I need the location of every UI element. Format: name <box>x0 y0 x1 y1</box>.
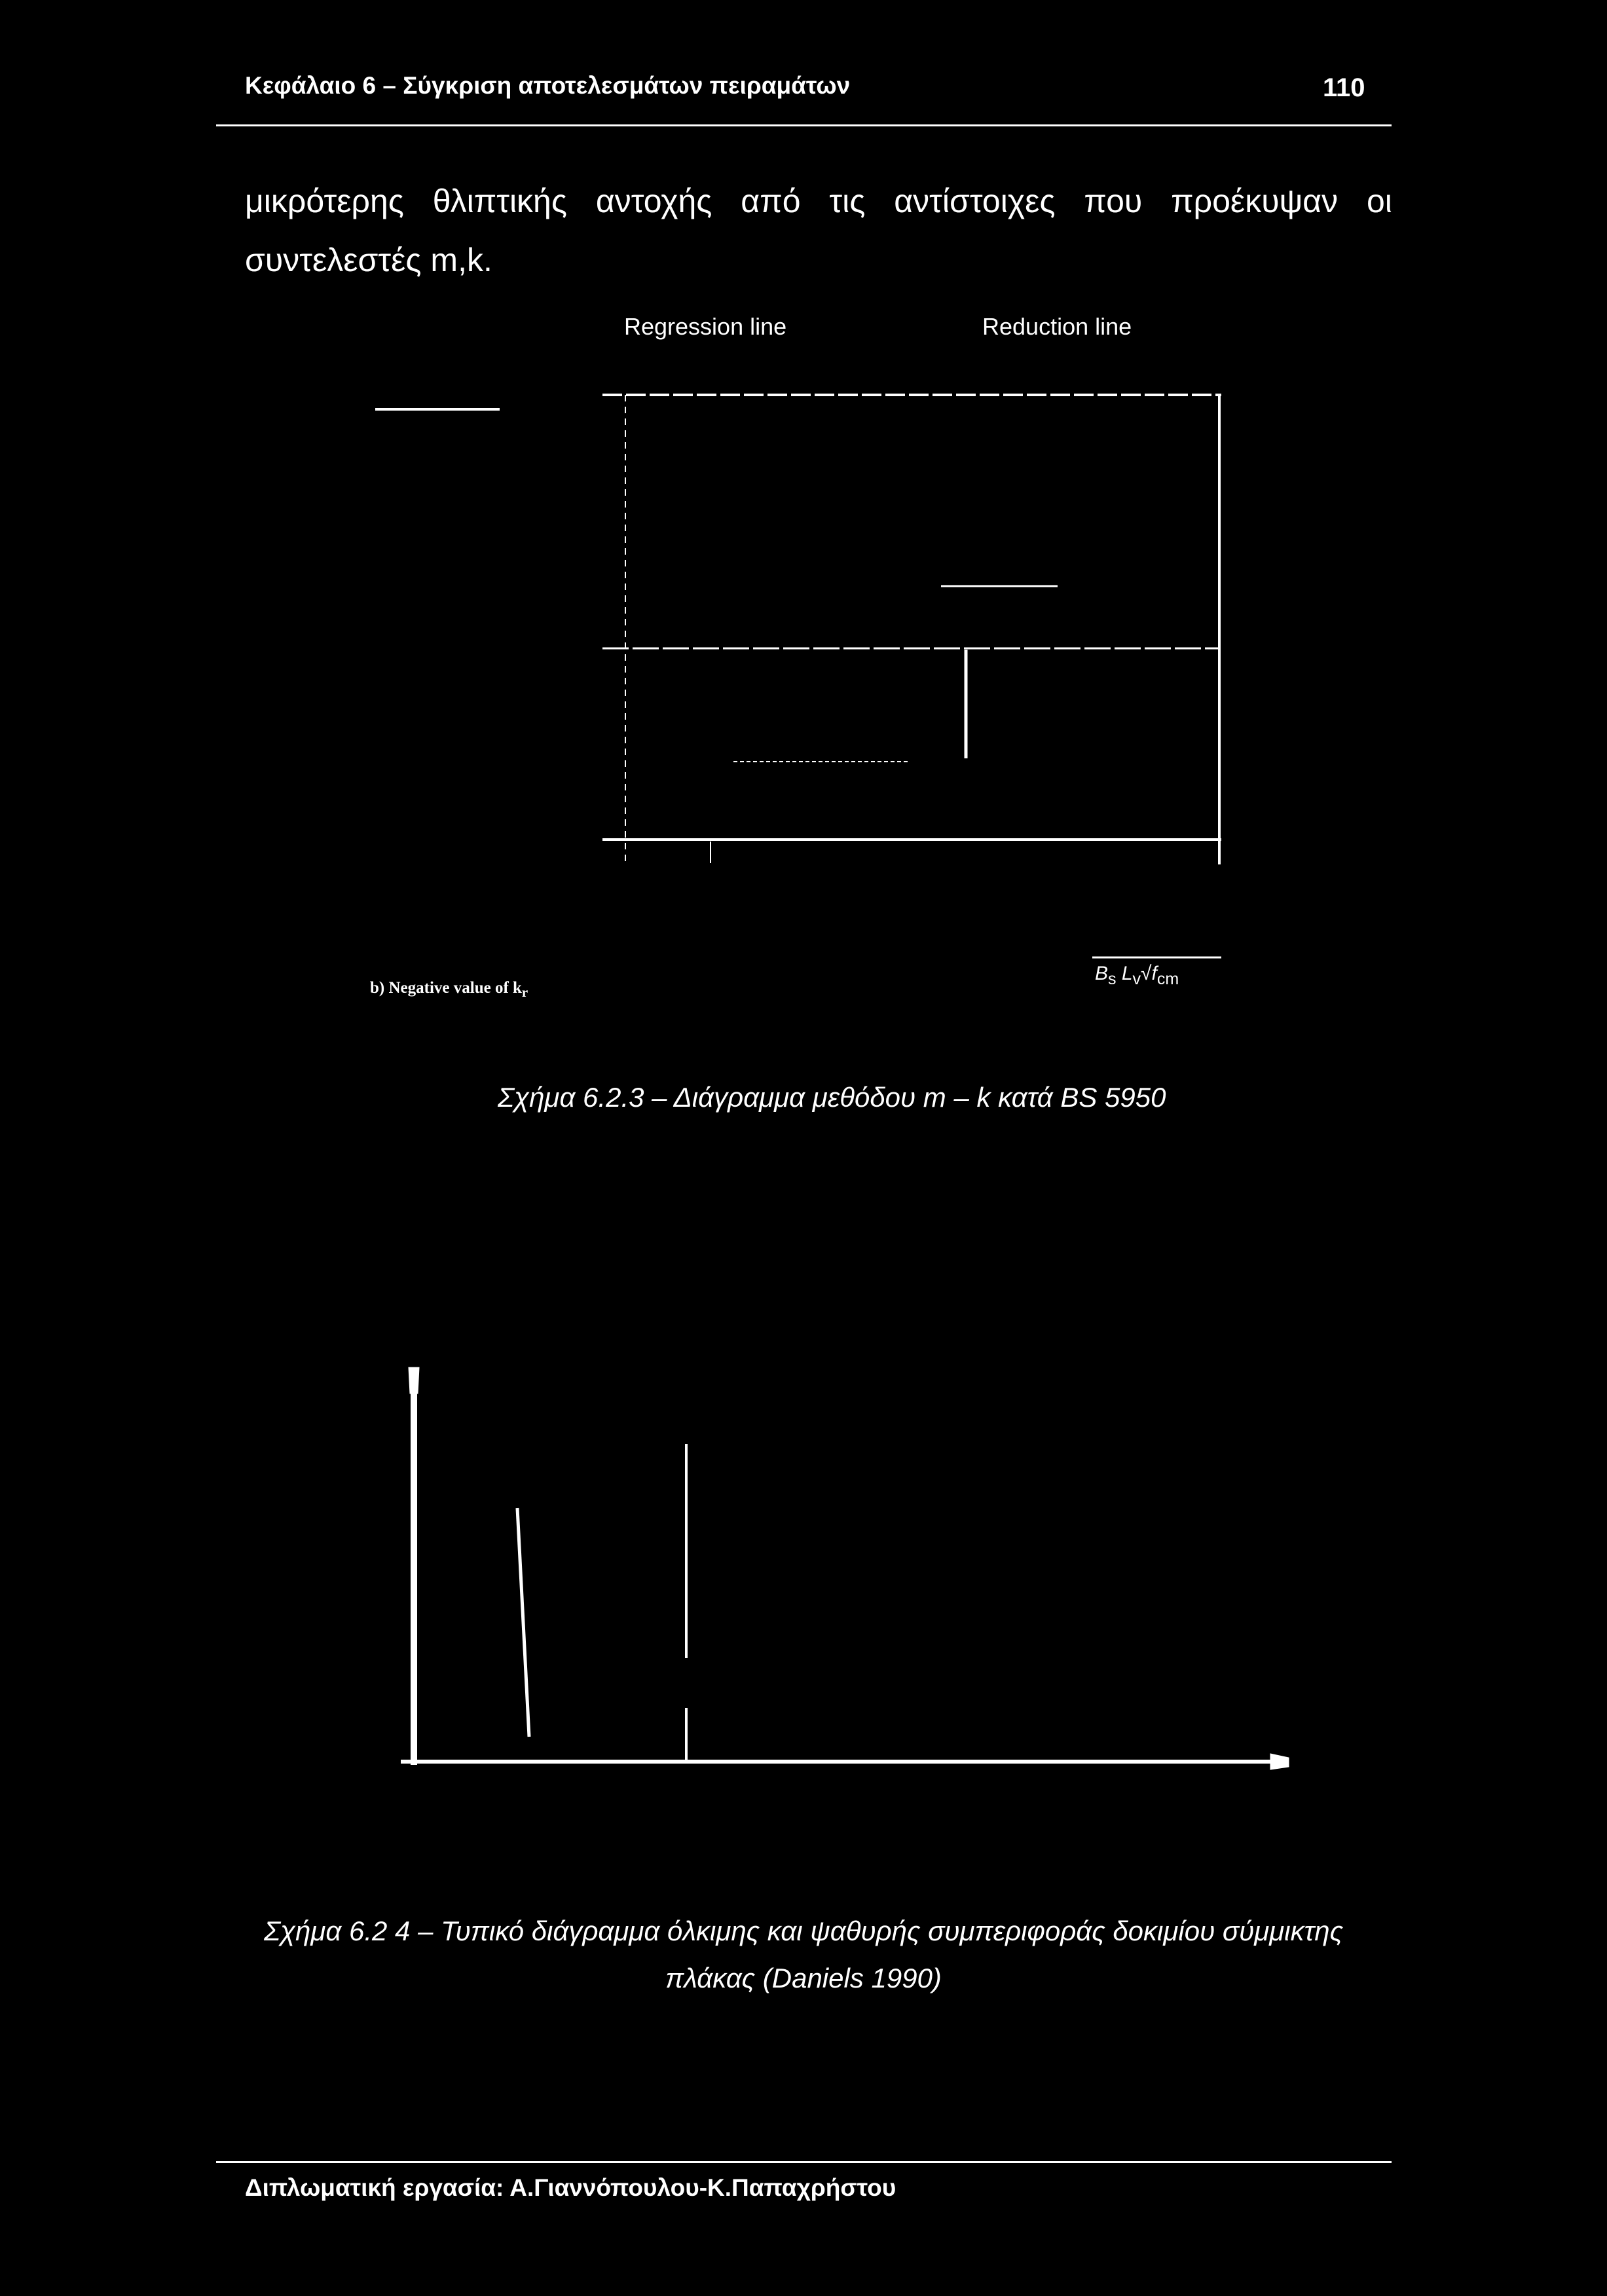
paragraph-line-2: συντελεστές m,k. <box>245 242 492 278</box>
word: από <box>741 183 801 219</box>
page-number: 110 <box>1323 73 1365 102</box>
chapter-header: Κεφάλαιο 6 – Σύγκριση αποτελεσμάτων πειραμάτων <box>245 72 851 99</box>
x-axis-arrowhead <box>1270 1754 1289 1769</box>
footer-text: Διπλωματική εργασία: Α.Γιαννόπουλου-Κ.Παπαχρήστου <box>245 2174 896 2201</box>
word: προέκυψαν <box>1171 183 1339 219</box>
brittle-curve <box>517 1508 529 1737</box>
y-axis-arrowhead <box>409 1367 419 1394</box>
regression-line-label: Regression line <box>624 313 787 340</box>
footer-rule <box>216 2161 1392 2163</box>
reduction-line-label: Reduction line <box>982 313 1132 340</box>
figure-caption-6-2-4-line2: πλάκας (Daniels 1990) <box>665 1963 942 1993</box>
figure-caption-6-2-3: Σχήμα 6.2.3 – Διάγραμμα μεθόδου m – k κατά BS 5950 <box>498 1082 1166 1113</box>
word: οι <box>1366 183 1392 219</box>
negative-value-label: b) Negative value of $k_r$ <box>370 979 528 1000</box>
word: αντίστοιχες <box>894 183 1056 219</box>
figure-caption-6-2-4-line1: Σχήμα 6.2 4 – Τυπικό διάγραμμα όλκιμης και ψαθυρής συμπεριφοράς δοκιμίου σύμμικτης <box>263 1916 1344 1946</box>
word: που <box>1084 183 1143 219</box>
axis-label: $B_s$ $L_v√f_{cm}$ <box>1095 963 1179 988</box>
word: θλιπτικής <box>432 183 567 219</box>
word: τις <box>829 183 866 219</box>
word: μικρότερης <box>245 183 404 219</box>
word: αντοχής <box>595 183 712 219</box>
